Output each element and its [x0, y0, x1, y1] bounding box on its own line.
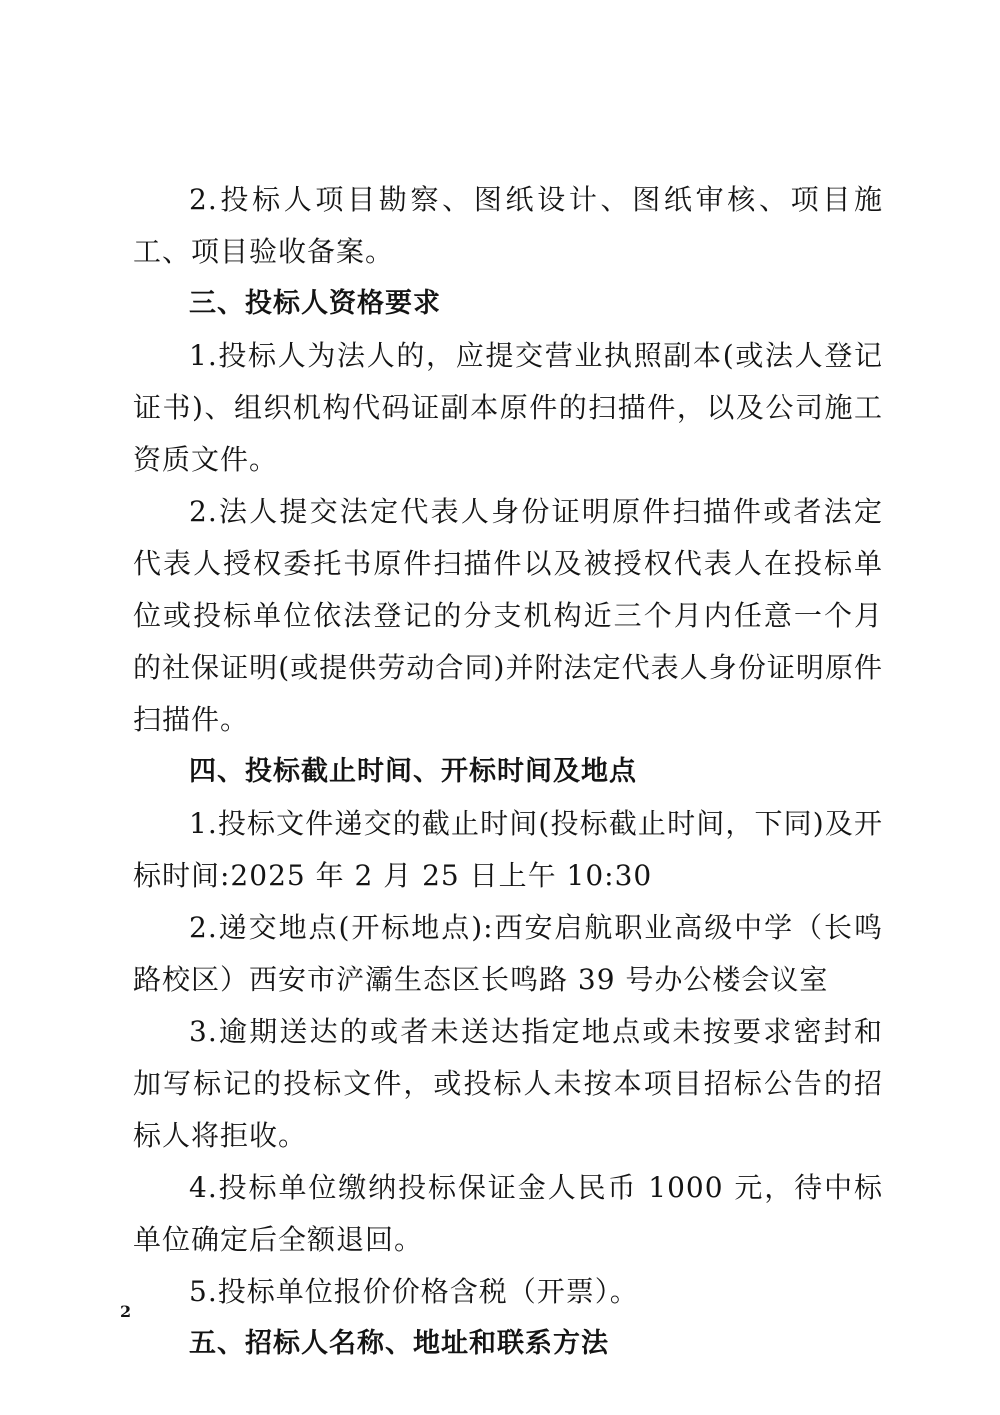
paragraph-deadline-2: 2.递交地点(开标地点):西安启航职业高级中学（长鸣路校区）西安市浐灞生态区长鸣路 39 号办公楼会议室 [133, 911, 883, 996]
section-heading-bidder-qualifications: 三、投标人资格要求 [189, 288, 441, 319]
section-heading-tenderer-contact: 五、招标人名称、地址和联系方法 [189, 1328, 609, 1359]
paragraph-deadline-3: 3.逾期送达的或者未送达指定地点或未按要求密封和加写标记的投标文件，或投标人未按本项目招标公告的招标人将拒收。 [133, 1015, 883, 1152]
paragraph-scope-item-2: 2.投标人项目勘察、图纸设计、图纸审核、项目施工、项目验收备案。 [133, 183, 883, 268]
section-heading-deadline-and-location: 四、投标截止时间、开标时间及地点 [189, 756, 637, 787]
paragraph-qualification-1: 1.投标人为法人的，应提交营业执照副本(或法人登记证书)、组织机构代码证副本原件的扫描件，以及公司施工资质文件。 [133, 339, 883, 476]
paragraph-qualification-2: 2.法人提交法定代表人身份证明原件扫描件或者法定代表人授权委托书原件扫描件以及被授权代表人在投标单位或投标单位依法登记的分支机构近三个月内任意一个月的社保证明(或提供劳动合同)并附法定代表人身份证明原件扫描件。 [133, 495, 883, 736]
page-number: 2 [120, 1302, 132, 1321]
paragraph-deadline-4: 4.投标单位缴纳投标保证金人民币 1000 元，待中标单位确定后全额退回。 [133, 1171, 883, 1256]
document-body [133, 174, 883, 1370]
paragraph-deadline-1: 1.投标文件递交的截止时间(投标截止时间，下同)及开标时间:2025 年 2 月 25 日上午 10:30 [133, 807, 883, 892]
paragraph-deadline-5: 5.投标单位报价价格含税（开票）。 [189, 1275, 639, 1308]
